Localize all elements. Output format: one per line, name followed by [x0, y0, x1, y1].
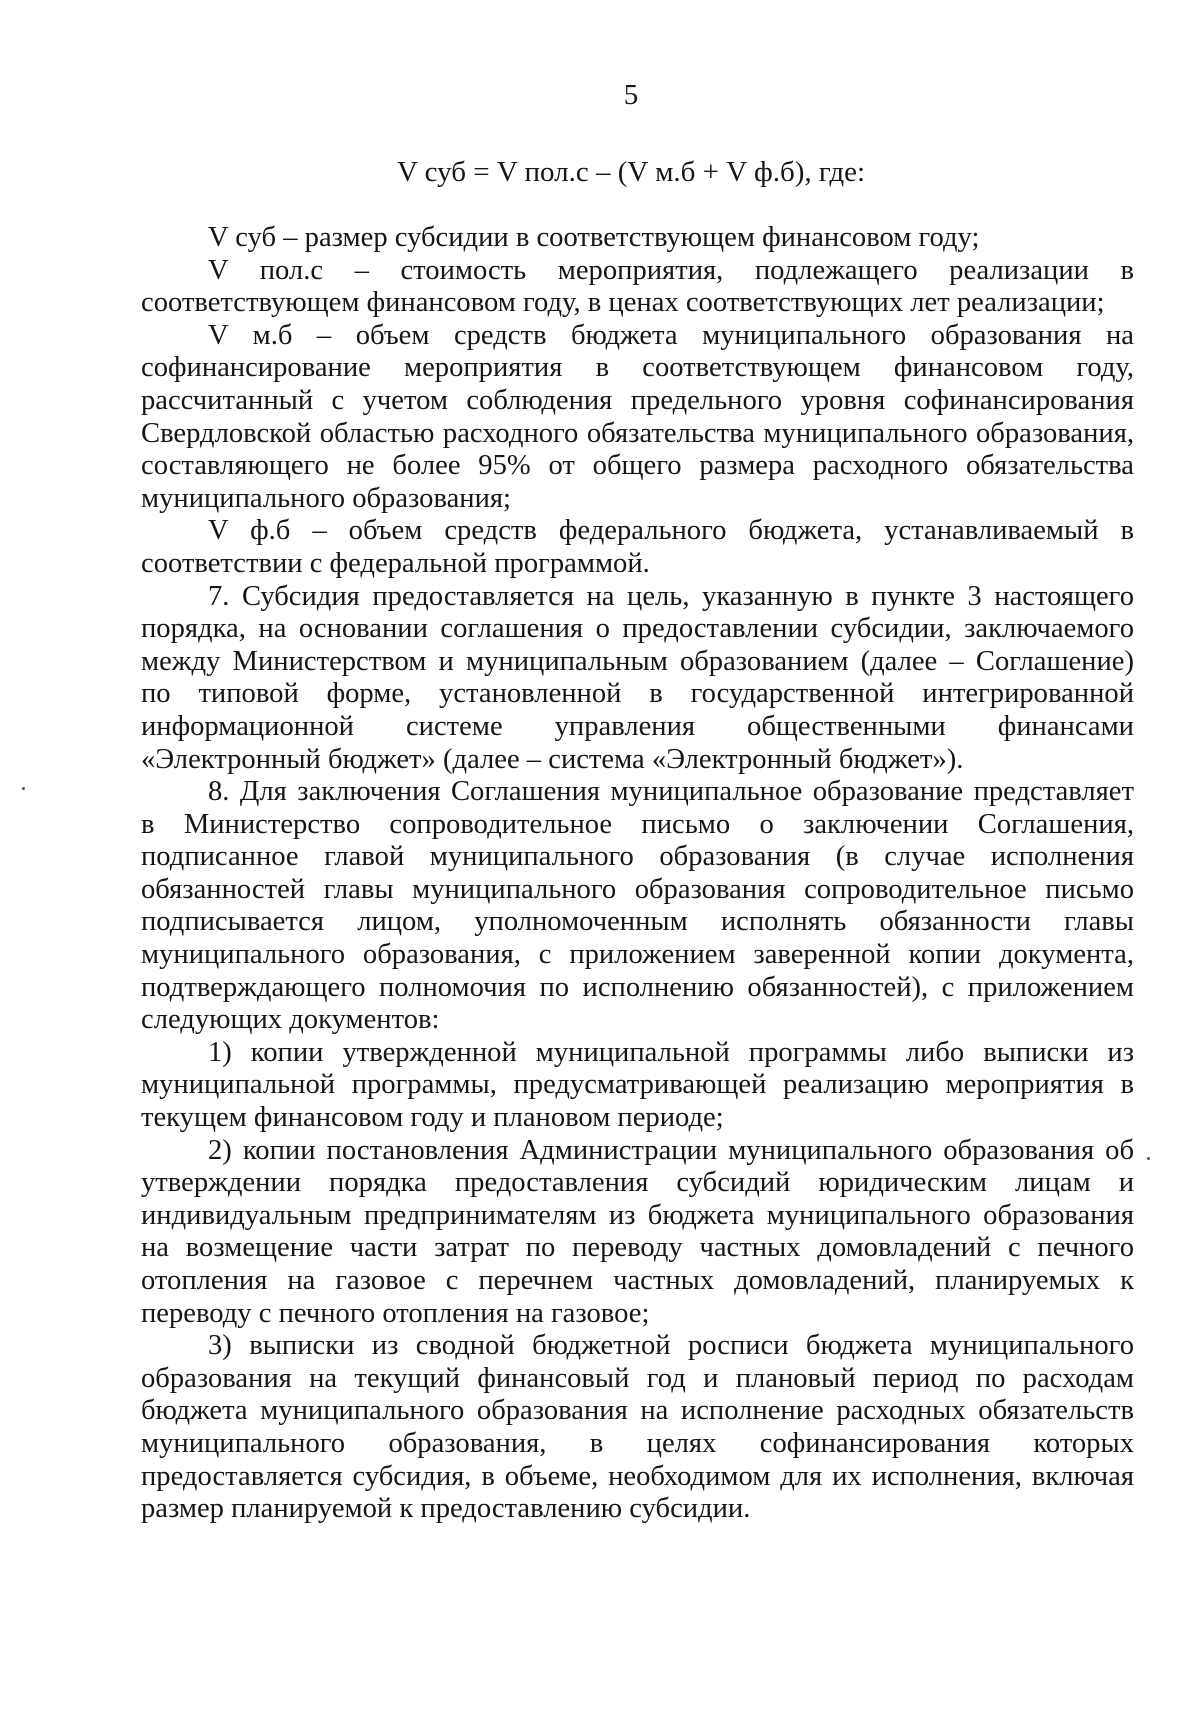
definition-v-sub: V суб – размер субсидии в соответствующем финансовом году; [208, 222, 980, 253]
definition-v-pol-s: V пол.с – стоимость мероприятия, подлежащего реализации в соответствующем финансовом году, в ценах соответствующих лет реализации; [141, 254, 1134, 319]
clause-8-item-3: 3) выписки из сводной бюджетной росписи бюджета муниципального образования на текущий финансовый год и плановый период по расходам бюджета муниципального образования на исполнение расходных обязательств муниципального образования, в целях софинансирования которых предоставляется субсидия, в объеме, необходимом для их исполнения, включая размер планируемой к предоставлению субсидии. [141, 1330, 1134, 1525]
clause-7: 7. Субсидия предоставляется на цель, указанную в пункте 3 настоящего порядка, на основании соглашения о предоставлении субсидии, заключаемого между Министерством и муниципальным образованием (далее – Соглашение) по типовой форме, установленной в государственной интегрированной информационной системе управления общественными финансами «Электронный бюджет» (далее – система «Электронный бюджет»). [141, 580, 1134, 775]
scan-speck [22, 787, 25, 790]
scan-speck [1147, 1157, 1150, 1160]
clause-8-item-2: 2) копии постановления Администрации муниципального образования об утверждении порядка предоставления субсидий юридическим лицам и индивидуальным предпринимателям из бюджета муниципального образования на возмещение части затрат по переводу частных домовладений с печного отопления на газовое с перечнем частных домовладений, планируемых к переводу с печного отопления на газовое; [141, 1134, 1134, 1329]
clause-8-item-1: 1) копии утвержденной муниципальной программы либо выписки из муниципальной программы, предусматривающей реализацию мероприятия в текущем финансовом году и плановом периоде; [141, 1036, 1134, 1134]
definition-v-m-b: V м.б – объем средств бюджета муниципального образования на софинансирование мероприятия в соответствующем финансовом году, рассчитанный с учетом соблюдения предельного уровня софинансирования Свердловской областью расходного обязательства муниципального образования, составляющего не более 95% от общего размера расходного обязательства муниципального образования; [141, 319, 1134, 514]
subsidy-formula: V суб = V пол.с – (V м.б + V ф.б), где: [396, 156, 866, 188]
document-body [141, 222, 1134, 1526]
definition-v-f-b: V ф.б – объем средств федерального бюджета, устанавливаемый в соответствии с федеральной программой. [141, 515, 1134, 579]
page-number: 5 [623, 79, 639, 111]
clause-8: 8. Для заключения Соглашения муниципальное образование представляет в Министерство сопроводительное письмо о заключении Соглашения, подписанное главой муниципального образования (в случае исполнения обязанностей главы муниципального образования сопроводительное письмо подписывается лицом, уполномоченным исполнять обязанности главы муниципального образования, с приложением заверенной копии документа, подтверждающего полномочия по исполнению обязанностей), с приложением следующих документов: [141, 776, 1134, 1036]
